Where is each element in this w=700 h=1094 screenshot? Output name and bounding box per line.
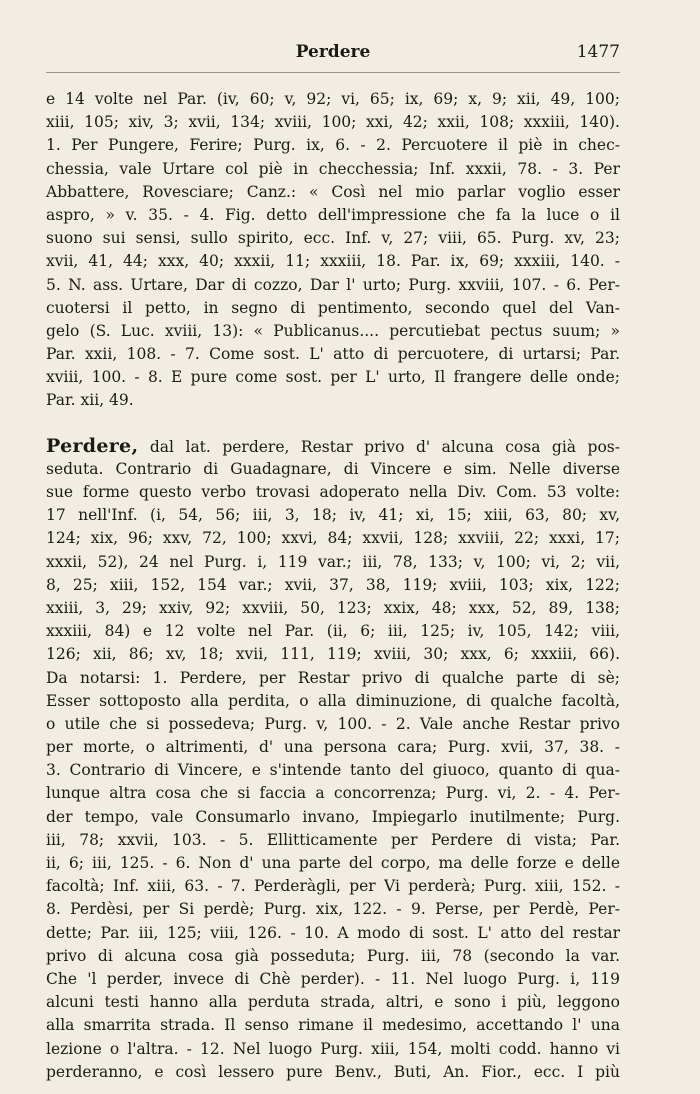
text-line: perderanno, e così lessero pure Benv., Buti, An. Fior., ecc. I più bbox=[46, 1062, 620, 1081]
entry-perdere bbox=[46, 435, 620, 1084]
text-line: suono sui sensi, sullo spirito, ecc. Inf. v, 27; viii, 65. Purg. xv, 23; bbox=[46, 229, 620, 248]
text-line: Par. xxii, 108. - 7. Come sost. L' atto di percuotere, di urtarsi; Par. bbox=[46, 345, 620, 364]
text-line: seduta. Contrario di Guadagnare, di Vincere e sim. Nelle diverse bbox=[46, 459, 620, 478]
text-line: cuotersi il petto, in segno di pentimento, secondo quel del Van- bbox=[46, 298, 620, 317]
page-number: 1477 bbox=[576, 42, 620, 62]
text-line: xiii, 105; xiv, 3; xvii, 134; xviii, 100; xxi, 42; xxii, 108; xxxiii, 140). bbox=[46, 113, 620, 132]
text-line: aspro, » v. 35. - 4. Fig. detto dell'impressione che fa la luce o il bbox=[46, 205, 620, 224]
page-body bbox=[46, 88, 620, 1084]
text-line: xxxii, 52), 24 nel Purg. i, 119 var.; iii, 78, 133; v, 100; vi, 2; vii, bbox=[46, 552, 620, 571]
text-line: alla smarrita strada. Il senso rimane il medesimo, accettando l' una bbox=[46, 1016, 620, 1035]
header-rule bbox=[46, 72, 620, 73]
page-header bbox=[46, 42, 620, 70]
text-line: ii, 6; iii, 125. - 6. Non d' una parte del corpo, ma delle forze e delle bbox=[46, 854, 620, 872]
text-line: xxxiii, 84) e 12 volte nel Par. (ii, 6; iii, 125; iv, 105, 142; viii, bbox=[46, 622, 620, 641]
text-line: chessia, vale Urtare col piè in checchessia; Inf. xxxii, 78. - 3. Per bbox=[46, 159, 620, 178]
text-line: 8, 25; xiii, 152, 154 var.; xvii, 37, 38, 119; xviii, 103; xix, 122; bbox=[46, 575, 620, 594]
text-line: gelo (S. Luc. xviii, 13): « Publicanus.... percutiebat pectus suum; » bbox=[46, 321, 620, 340]
text-line: Da notarsi: 1. Perdere, per Restar privo di qualche parte di sè; bbox=[46, 668, 620, 687]
text-line: Esser sottoposto alla perdita, o alla diminuzione, di qualche facoltà, bbox=[46, 691, 620, 710]
text-line: xxiii, 3, 29; xxiv, 92; xxviii, 50, 123; xxix, 48; xxx, 52, 89, 138; bbox=[46, 598, 620, 617]
text-line: facoltà; Inf. xiii, 63. - 7. Perderàgli, per Vi perderà; Purg. xiii, 152. - bbox=[46, 877, 620, 896]
text-line: 5. N. ass. Urtare, Dar di cozzo, Dar l' urto; Purg. xxviii, 107. - 6. Per- bbox=[46, 275, 620, 294]
text-line: alcuni testi hanno alla perduta strada, altri, e sono i più, leggono bbox=[46, 993, 620, 1012]
text-line: 1. Per Pungere, Ferire; Purg. ix, 6. - 2. Percuotere il piè in chec- bbox=[46, 136, 620, 155]
entry-first-line bbox=[46, 435, 620, 458]
text-line: 126; xii, 86; xv, 18; xvii, 111, 119; xviii, 30; xxx, 6; xxxiii, 66). bbox=[46, 645, 620, 664]
text-line: lezione o l'altra. - 12. Nel luogo Purg. xiii, 154, molti codd. hanno vi bbox=[46, 1039, 620, 1058]
text-line: Che 'l perder, invece di Chè perder). - 11. Nel luogo Purg. i, 119 bbox=[46, 969, 620, 988]
entry-percuotere-continuation bbox=[46, 88, 620, 413]
text-line: lunque altra cosa che si faccia a concorrenza; Purg. vi, 2. - 4. Per- bbox=[46, 784, 620, 803]
text-line: sue forme questo verbo trovasi adoperato nella Div. Com. 53 volte: bbox=[46, 483, 620, 501]
running-head: Perdere bbox=[295, 42, 371, 62]
text-line: xvii, 41, 44; xxx, 40; xxxii, 11; xxxiii, 18. Par. ix, 69; xxxiii, 140. - bbox=[46, 252, 620, 271]
text-line: 124; xix, 96; xxv, 72, 100; xxvi, 84; xxvii, 128; xxviii, 22; xxxi, 17; bbox=[46, 529, 620, 548]
text-line: privo di alcuna cosa già posseduta; Purg. iii, 78 (secondo la var. bbox=[46, 946, 620, 965]
text-line: per morte, o altrimenti, d' una persona cara; Purg. xvii, 37, 38. - bbox=[46, 738, 620, 757]
text-line: 8. Perdèsi, per Si perdè; Purg. xix, 122. - 9. Perse, per Perdè, Per- bbox=[46, 900, 620, 919]
text-line: e 14 volte nel Par. (iv, 60; v, 92; vi, 65; ix, 69; x, 9; xii, 49, 100; bbox=[46, 90, 620, 108]
text-line: Par. xii, 49. bbox=[46, 391, 134, 410]
text-line: dette; Par. iii, 125; viii, 126. - 10. A modo di sost. L' atto del restar bbox=[46, 923, 620, 942]
text-line: Abbattere, Rovesciare; Canz.: « Così nel mio parlar voglio esser bbox=[46, 182, 620, 201]
text-line: 17 nell'Inf. (i, 54, 56; iii, 3, 18; iv, 41; xi, 15; xiii, 63, 80; xv, bbox=[46, 506, 620, 525]
headword: Perdere, bbox=[46, 434, 139, 457]
text-line: dal lat. perdere, Restar privo d' alcuna cosa già pos- bbox=[149, 437, 620, 456]
text-line: 3. Contrario di Vincere, e s'intende tanto del giuoco, quanto di qua- bbox=[46, 761, 620, 780]
text-line: der tempo, vale Consumarlo invano, Impiegarlo inutilmente; Purg. bbox=[46, 807, 620, 826]
text-line: o utile che si possedeva; Purg. v, 100. - 2. Vale anche Restar privo bbox=[46, 714, 620, 733]
text-line: xviii, 100. - 8. E pure come sost. per L' urto, Il frangere delle onde; bbox=[46, 368, 620, 387]
text-line: iii, 78; xxvii, 103. - 5. Ellitticamente per Perdere di vista; Par. bbox=[46, 830, 620, 849]
